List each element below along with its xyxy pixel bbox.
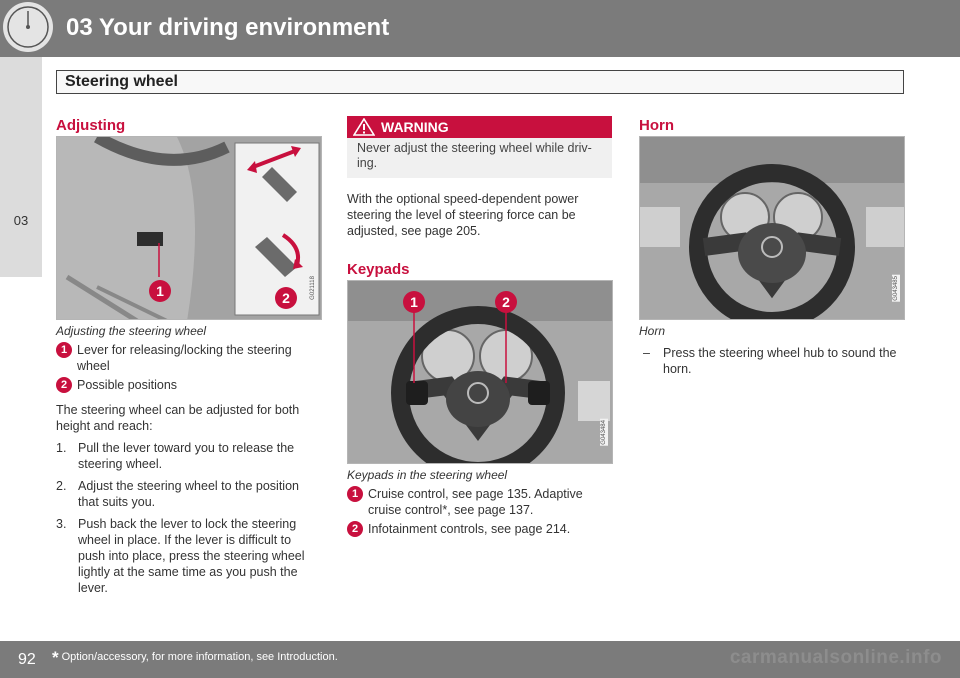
section-title: Steering wheel: [65, 73, 178, 90]
horn-heading: Horn: [639, 117, 674, 134]
warning-triangle-icon: [353, 118, 375, 136]
footer-bar: [0, 641, 960, 678]
callout-badge-1: 1: [347, 486, 363, 502]
step-number: 3.: [56, 517, 67, 531]
adjusting-callout-1: [56, 342, 322, 374]
adjusting-intro: The steering wheel can be adjusted for both height and reach:: [56, 403, 300, 433]
callout-badge-1: 1: [56, 342, 72, 358]
watermark: carmanualsonline.info: [729, 647, 942, 668]
step-number: 1.: [56, 441, 67, 455]
section-header: [56, 70, 904, 94]
keypads-figure: [347, 280, 613, 464]
figure-callout-2: 2: [495, 291, 517, 313]
step-text: Pull the lever toward you to release the steering wheel.: [78, 441, 295, 471]
callout-text: Cruise control, see page 135. Adaptive cruise control*, see page 137.: [368, 487, 583, 517]
figure-code: G021118: [310, 276, 316, 300]
horn-caption: Horn: [639, 324, 666, 338]
callout-text: Possible positions: [77, 378, 178, 392]
adjusting-heading: Adjusting: [56, 117, 126, 134]
figure-callout-2: 2: [275, 287, 297, 309]
horn-instruction: [643, 345, 905, 377]
warning-box: [347, 116, 612, 178]
figure-code: G043484: [601, 420, 607, 445]
callout-badge-2: 2: [347, 521, 363, 537]
warning-title: WARNING: [381, 119, 449, 135]
page-number: 92: [18, 651, 36, 668]
adjusting-callout-2: [56, 377, 322, 393]
footnote: [52, 648, 338, 668]
step-item: [56, 478, 320, 510]
keypads-callout-1: [347, 486, 611, 518]
step-text: Push back the lever to lock the steering wheel in place. If the lever is difficult to push into place, press the steering wheel lightly at the same time as you push the lever.: [78, 517, 305, 595]
callout-text: Lever for releasing/locking the steering wheel: [77, 343, 292, 373]
steering-wheel-horn-illustration: [640, 137, 905, 320]
horn-instruction-text: Press the steering wheel hub to sound the horn.: [663, 346, 897, 376]
step-item: [56, 440, 320, 472]
list-marker: –: [643, 346, 650, 360]
figure-callout-1: 1: [149, 280, 171, 302]
footnote-star: *: [52, 648, 59, 667]
keypads-callout-2: [347, 521, 611, 537]
chapter-title: 03 Your driving environment: [66, 14, 390, 41]
callout-text: Infotainment controls, see page 214.: [368, 522, 571, 536]
step-text: Adjust the steering wheel to the position that suits you.: [78, 479, 299, 509]
step-item: [56, 516, 320, 596]
keypads-heading: Keypads: [347, 261, 410, 278]
callout-badge-2: 2: [56, 377, 72, 393]
steering-wheel-keypads-illustration: [348, 281, 613, 464]
power-steering-text: With the optional speed-dependent power steering the level of steering force can be adjusted, see page 205.: [347, 192, 579, 238]
step-number: 2.: [56, 479, 67, 493]
keypads-caption: Keypads in the steering wheel: [347, 468, 508, 482]
chapter-header-bar: [0, 0, 960, 57]
warning-header: [347, 116, 612, 138]
adjusting-caption: Adjusting the steering wheel: [56, 324, 207, 338]
adjusting-figure: [56, 136, 322, 320]
horn-figure: [639, 136, 905, 320]
figure-code: G043485: [893, 276, 899, 301]
chapter-side-tab-number: 03: [13, 213, 29, 228]
footnote-text: Option/accessory, for more information, see Introduction.: [61, 651, 338, 663]
figure-callout-1: 1: [403, 291, 425, 313]
chapter-side-tab: [0, 57, 42, 277]
speedometer-icon: [3, 2, 53, 52]
warning-text: Never adjust the steering wheel while driv- ing.: [357, 141, 592, 170]
adjusting-steps: [56, 440, 320, 602]
